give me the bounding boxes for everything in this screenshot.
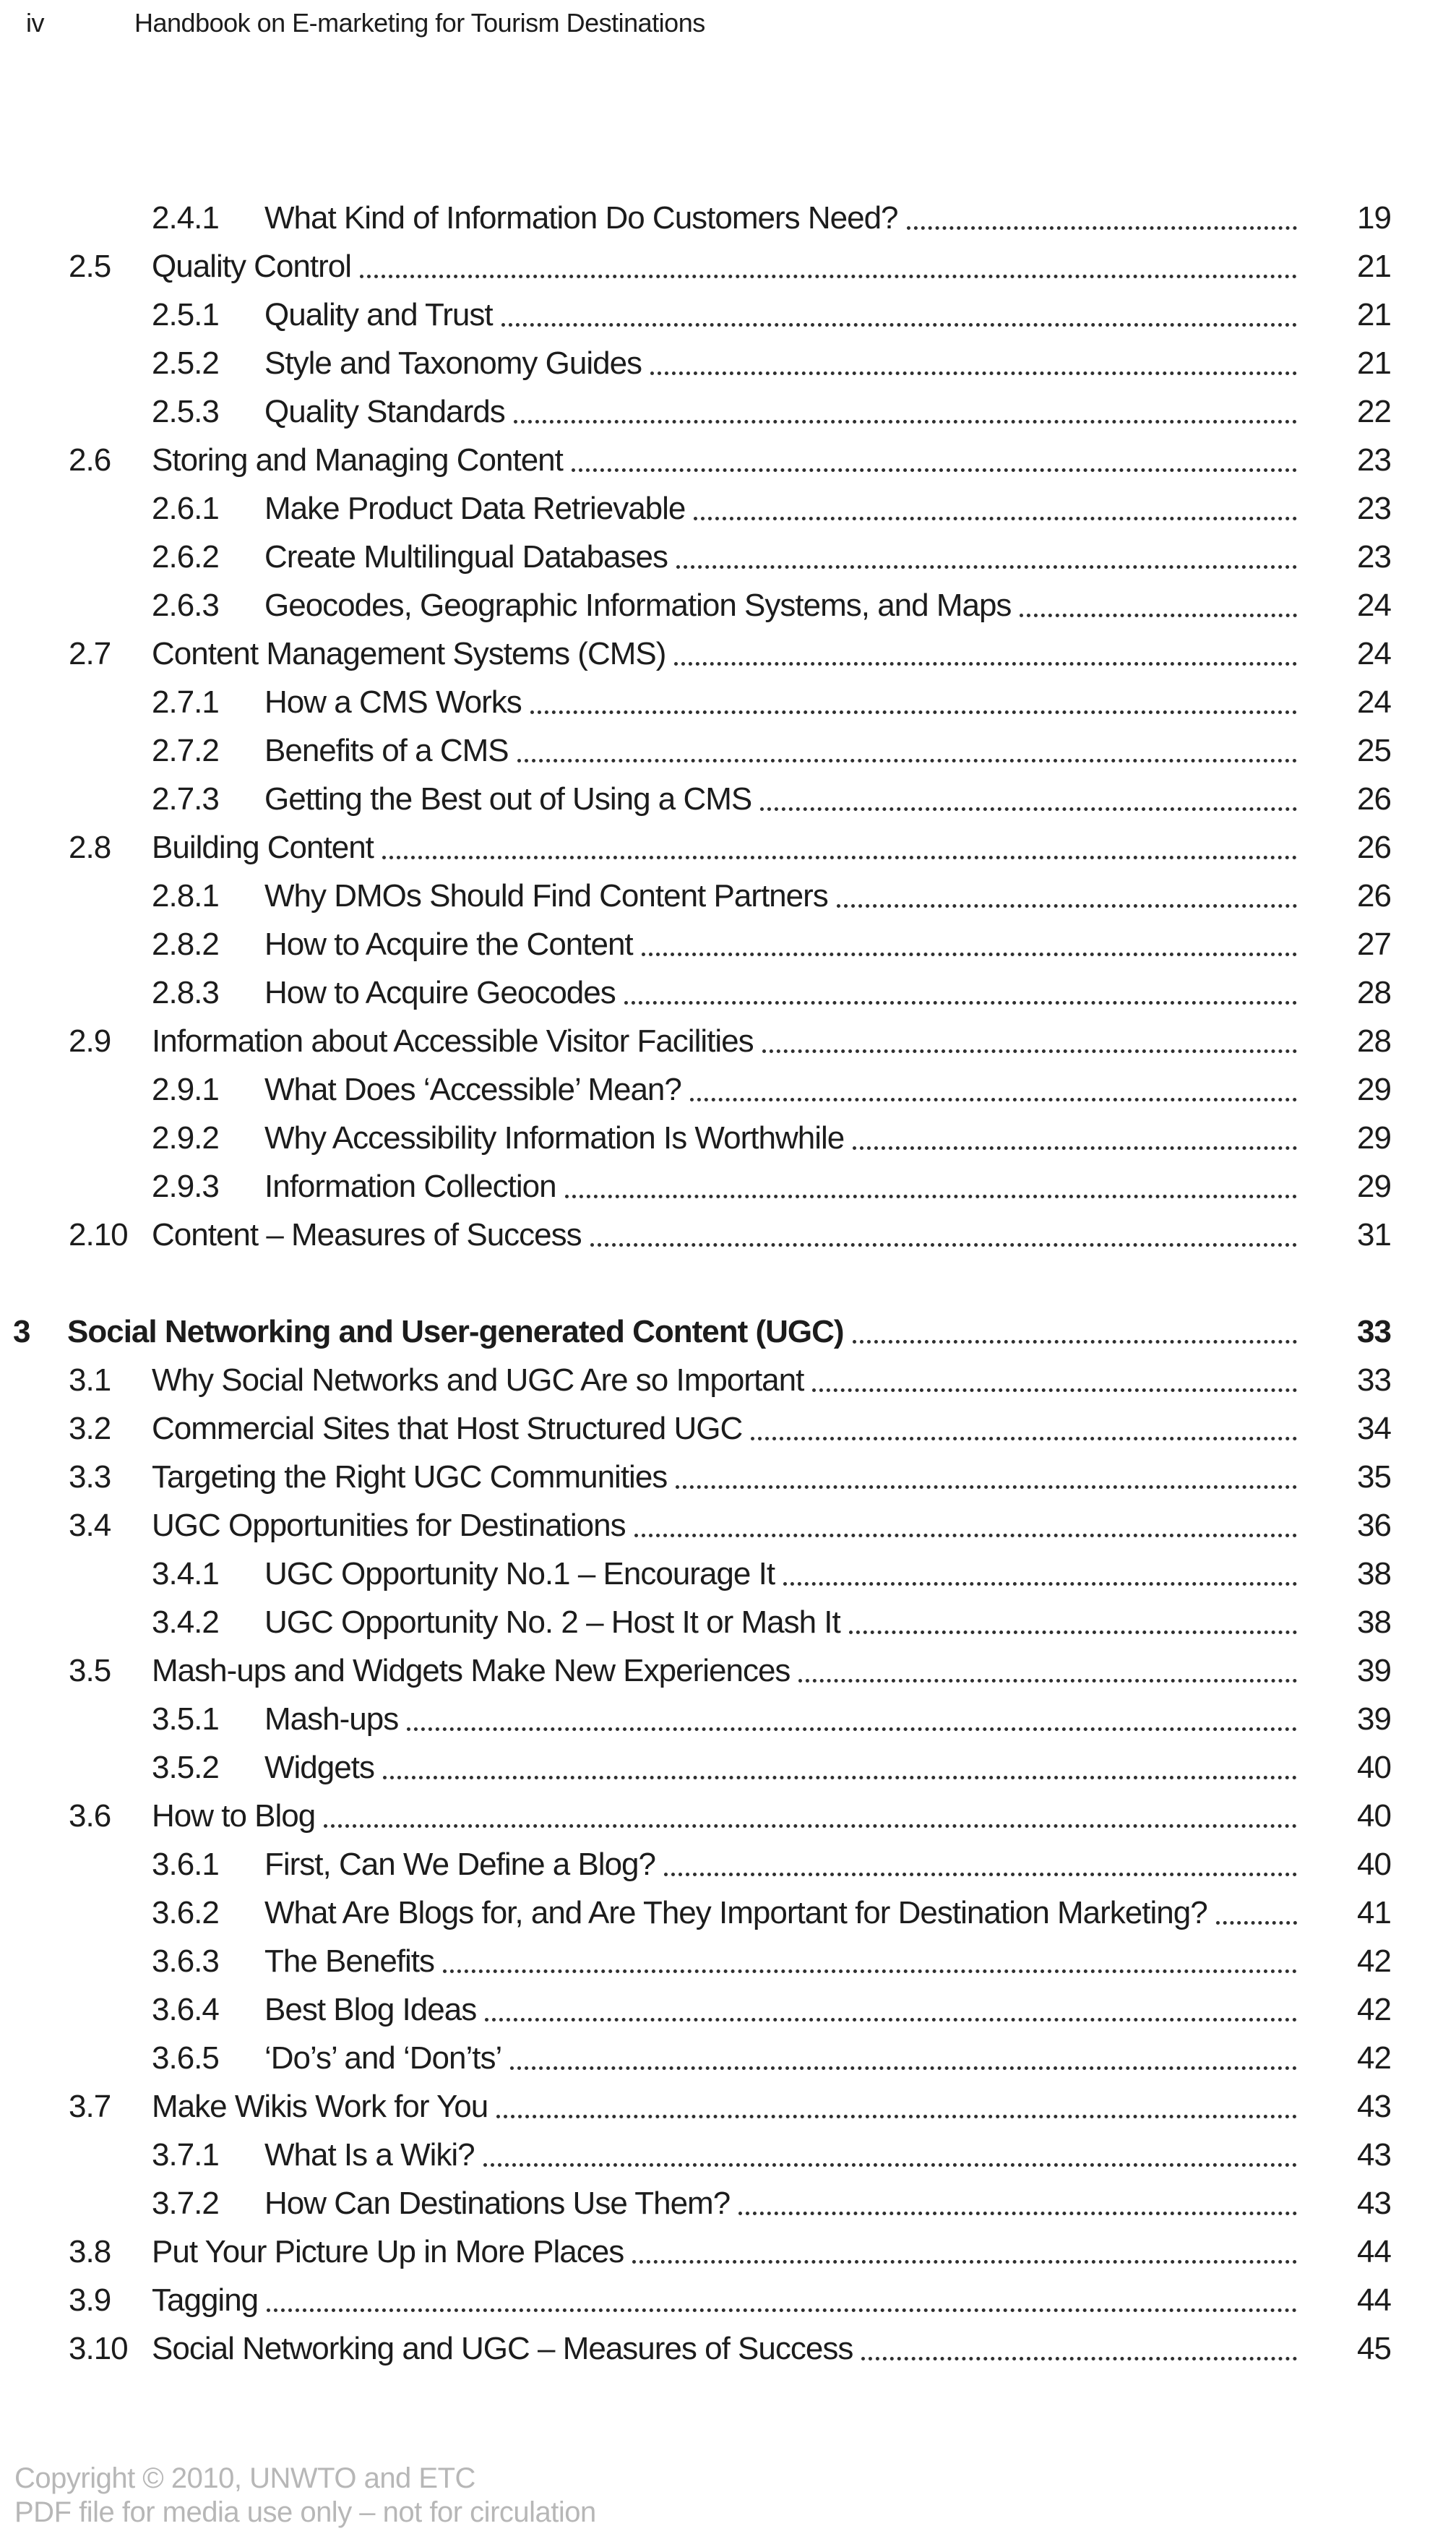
toc-entry-page: 38 [1357, 1604, 1391, 1640]
toc-dot-leader [751, 1437, 1297, 1440]
toc-entry-title: Make Wikis Work for You [152, 2089, 488, 2124]
toc-entry-number: 2.6 [69, 442, 111, 478]
toc-dot-leader [762, 1049, 1297, 1053]
toc-entry-page: 33 [1357, 1314, 1391, 1349]
toc-entry [0, 431, 1391, 480]
toc-entry-title: Social Networking and User-generated Content (UGC) [67, 1314, 844, 1349]
toc-dot-leader [676, 565, 1297, 569]
watermark-footer [14, 2462, 596, 2530]
toc-entry [0, 964, 1391, 1013]
toc-entry-page: 29 [1357, 1072, 1391, 1107]
copyright-line: Copyright © 2010, UNWTO and ETC [14, 2462, 475, 2494]
toc-entry-number: 3.6.1 [152, 1847, 219, 1882]
toc-entry [0, 1061, 1391, 1109]
toc-entry-page: 22 [1357, 394, 1391, 429]
toc-entry [0, 286, 1391, 335]
toc-entry-number: 3.4.2 [152, 1604, 219, 1640]
toc-entry [0, 1933, 1391, 1981]
toc-entry [0, 867, 1391, 916]
toc-entry-title: UGC Opportunity No. 2 – Host It or Mash It [264, 1604, 840, 1640]
toc-dot-leader [1216, 1921, 1297, 1925]
toc-entry [0, 1497, 1391, 1545]
toc-entry-title: Why Accessibility Information Is Worthwhile [264, 1120, 845, 1156]
toc-entry [0, 1836, 1391, 1884]
toc-entry-page: 23 [1357, 539, 1391, 575]
toc-entry [0, 1206, 1391, 1255]
toc-entry [0, 1013, 1391, 1061]
toc-entry [0, 1352, 1391, 1400]
toc-entry-page: 39 [1357, 1701, 1391, 1737]
toc-entry-number: 3.7.2 [152, 2186, 219, 2221]
toc-entry [0, 238, 1391, 286]
toc-dot-leader [760, 807, 1297, 811]
running-book-title: Handbook on E-marketing for Tourism Destinations [134, 8, 705, 38]
toc-entry-number: 2.6.3 [152, 588, 219, 623]
toc-dot-leader [483, 2163, 1297, 2167]
toc-entry-number: 2.8.1 [152, 878, 219, 914]
toc-entry-page: 34 [1357, 1411, 1391, 1446]
toc-entry-title: Make Product Data Retrievable [264, 491, 686, 526]
toc-entry [0, 2272, 1391, 2320]
toc-entry-title: Geocodes, Geographic Information Systems, and Maps [264, 588, 1012, 623]
toc-entry [0, 189, 1391, 238]
toc-entry-number: 3.6.3 [152, 1943, 219, 1979]
toc-entry-page: 25 [1357, 733, 1391, 768]
toc-dot-leader [861, 2357, 1297, 2360]
toc-entry [0, 2223, 1391, 2272]
toc-dot-leader [565, 1195, 1297, 1198]
toc-entry-title: Mash-ups [264, 1701, 399, 1737]
toc-entry-number: 2.9.1 [152, 1072, 219, 1107]
toc-entry [0, 722, 1391, 770]
toc-entry-number: 3.8 [69, 2234, 111, 2269]
toc-entry-number: 2.8.3 [152, 975, 219, 1010]
toc-entry-number: 2.6.1 [152, 491, 219, 526]
toc-entry-title: Building Content [152, 830, 374, 865]
toc-entry [0, 2126, 1391, 2175]
toc-entry [0, 916, 1391, 964]
toc-dot-leader [837, 904, 1297, 908]
toc-dot-leader [267, 2308, 1297, 2312]
toc-entry-title: Commercial Sites that Host Structured UGC [152, 1411, 743, 1446]
toc-entry [0, 770, 1391, 819]
toc-entry [0, 1448, 1391, 1497]
toc-entry-number: 2.9.3 [152, 1169, 219, 1204]
toc-entry-title: Mash-ups and Widgets Make New Experiences [152, 1653, 791, 1688]
toc-entry [0, 1739, 1391, 1787]
toc-entry-title: ‘Do’s’ and ‘Don’ts’ [264, 2040, 502, 2076]
toc-entry [0, 1787, 1391, 1836]
toc-entry-number: 2.5.2 [152, 345, 219, 381]
toc-entry-title: UGC Opportunities for Destinations [152, 1508, 626, 1543]
toc-entry-page: 36 [1357, 1508, 1391, 1543]
toc-dot-leader [812, 1388, 1297, 1392]
toc-entry-page: 21 [1357, 345, 1391, 381]
toc-entry [0, 383, 1391, 431]
toc-entry-page: 24 [1357, 588, 1391, 623]
toc-entry-title: Widgets [264, 1750, 374, 1785]
toc-entry-page: 43 [1357, 2089, 1391, 2124]
toc-entry-title: Targeting the Right UGC Communities [152, 1459, 668, 1495]
toc-dot-leader [1020, 614, 1297, 617]
toc-entry-number: 3.6.4 [152, 1992, 219, 2027]
toc-entry-number: 3.5.1 [152, 1701, 219, 1737]
toc-entry-title: Best Blog Ideas [264, 1992, 477, 2027]
toc-entry [0, 1303, 1391, 1352]
toc-entry-number: 2.8 [69, 830, 111, 865]
toc-dot-leader [590, 1243, 1297, 1247]
toc-dot-leader [694, 517, 1297, 520]
toc-dot-leader [624, 1001, 1297, 1005]
toc-entry-number: 3.5 [69, 1653, 111, 1688]
toc-entry [0, 1109, 1391, 1158]
toc-entry-title: How a CMS Works [264, 684, 522, 720]
toc-entry [0, 2175, 1391, 2223]
toc-dot-leader [738, 2212, 1297, 2215]
toc-entry-number: 2.7.2 [152, 733, 219, 768]
toc-dot-leader [798, 1679, 1297, 1683]
toc-dot-leader [360, 275, 1297, 278]
toc-entry-page: 45 [1357, 2331, 1391, 2366]
toc-entry-page: 28 [1357, 1023, 1391, 1059]
toc-entry-title: UGC Opportunity No.1 – Encourage It [264, 1556, 775, 1591]
toc-entry-number: 2.5.1 [152, 297, 219, 332]
toc-entry [0, 1884, 1391, 1933]
toc-entry-number: 2.10 [69, 1217, 128, 1253]
toc-entry-number: 3.4 [69, 1508, 111, 1543]
toc-entry [0, 1545, 1391, 1594]
toc-entry [0, 674, 1391, 722]
toc-dot-leader [674, 662, 1297, 666]
toc-entry-title: Create Multilingual Databases [264, 539, 668, 575]
toc-dot-leader [676, 1485, 1297, 1489]
toc-entry-title: Storing and Managing Content [152, 442, 563, 478]
toc-entry-title: How to Acquire the Content [264, 927, 633, 962]
toc-entry-number: 3.6.2 [152, 1895, 219, 1930]
toc-entry-number: 3.6 [69, 1798, 111, 1834]
toc-entry-title: Style and Taxonomy Guides [264, 345, 642, 381]
toc-dot-leader [664, 1873, 1297, 1876]
toc-entry-title: Quality and Trust [264, 297, 493, 332]
toc-entry-page: 27 [1357, 927, 1391, 962]
toc-dot-leader [849, 1631, 1297, 1634]
toc-entry-page: 35 [1357, 1459, 1391, 1495]
toc-entry [0, 577, 1391, 625]
toc-entry-number: 3.9 [69, 2282, 111, 2318]
toc-entry-title: The Benefits [264, 1943, 435, 1979]
toc-entry-page: 21 [1357, 297, 1391, 332]
toc-entry [0, 2078, 1391, 2126]
toc-dot-leader [690, 1098, 1297, 1101]
toc-entry [0, 2320, 1391, 2368]
page-number-label: iv [26, 8, 44, 38]
toc-dot-leader [324, 1824, 1297, 1828]
toc-entry-page: 43 [1357, 2137, 1391, 2173]
toc-dot-leader [501, 323, 1297, 327]
toc-entry-title: How Can Destinations Use Them? [264, 2186, 731, 2221]
toc-entry-page: 38 [1357, 1556, 1391, 1591]
toc-entry-number: 2.4.1 [152, 200, 219, 236]
toc-entry-title: What Does ‘Accessible’ Mean? [264, 1072, 681, 1107]
toc-dot-leader [650, 371, 1297, 375]
toc-entry-page: 21 [1357, 249, 1391, 284]
toc-entry-number: 2.7.3 [152, 781, 219, 817]
toc-entry-page: 43 [1357, 2186, 1391, 2221]
toc-entry-number: 2.5.3 [152, 394, 219, 429]
toc-entry-title: Why Social Networks and UGC Are so Important [152, 1362, 804, 1398]
toc-dot-leader [907, 226, 1297, 230]
toc-entry [0, 1981, 1391, 2029]
toc-entry-title: Information Collection [264, 1169, 556, 1204]
toc-entry-title: How to Acquire Geocodes [264, 975, 616, 1010]
toc-entry-page: 42 [1357, 2040, 1391, 2076]
toc-entry-number: 2.9.2 [152, 1120, 219, 1156]
toc-entry-page: 31 [1357, 1217, 1391, 1253]
toc-entry [0, 480, 1391, 528]
toc-entry-page: 24 [1357, 684, 1391, 720]
toc-entry-number: 2.8.2 [152, 927, 219, 962]
toc-entry-page: 26 [1357, 878, 1391, 914]
toc-dot-leader [517, 759, 1297, 762]
toc-entry-number: 3.4.1 [152, 1556, 219, 1591]
toc-entry [0, 1400, 1391, 1448]
toc-entry-page: 28 [1357, 975, 1391, 1010]
toc-entry-page: 42 [1357, 1992, 1391, 2027]
toc-entry-page: 19 [1357, 200, 1391, 236]
toc-entry-title: Quality Standards [264, 394, 505, 429]
toc-entry [0, 819, 1391, 867]
toc-entry-page: 29 [1357, 1169, 1391, 1204]
toc-dot-leader [382, 856, 1297, 859]
circulation-notice-line: PDF file for media use only – not for circulation [14, 2496, 596, 2528]
toc-dot-leader [572, 468, 1297, 472]
toc-entry-title: Tagging [152, 2282, 259, 2318]
toc-dot-leader [510, 2066, 1297, 2070]
toc-entry-number: 3.7 [69, 2089, 111, 2124]
toc-entry-number: 3.5.2 [152, 1750, 219, 1785]
toc-entry-page: 40 [1357, 1750, 1391, 1785]
toc-entry-number: 3.7.1 [152, 2137, 219, 2173]
toc-dot-leader [853, 1340, 1297, 1344]
toc-entry-number: 3.6.5 [152, 2040, 219, 2076]
toc-entry-page: 40 [1357, 1847, 1391, 1882]
toc-entry-page: 44 [1357, 2234, 1391, 2269]
toc-entry-number: 3 [13, 1314, 30, 1349]
toc-entry [0, 528, 1391, 577]
toc-entry [0, 2029, 1391, 2078]
toc-entry-page: 26 [1357, 781, 1391, 817]
toc-entry-page: 23 [1357, 491, 1391, 526]
toc-entry-page: 39 [1357, 1653, 1391, 1688]
toc-entry [0, 625, 1391, 674]
toc-entry-number: 2.5 [69, 249, 111, 284]
toc-entry-page: 44 [1357, 2282, 1391, 2318]
toc-entry-number: 2.6.2 [152, 539, 219, 575]
toc-dot-leader [496, 2115, 1297, 2118]
toc-entry-title: Content Management Systems (CMS) [152, 636, 666, 671]
toc-entry-number: 3.3 [69, 1459, 111, 1495]
toc-entry-title: Quality Control [152, 249, 352, 284]
toc-entry-number: 2.7 [69, 636, 111, 671]
toc-entry-title: What Kind of Information Do Customers Need? [264, 200, 898, 236]
toc-entry-page: 26 [1357, 830, 1391, 865]
toc-entry [0, 1642, 1391, 1690]
toc-entry-number: 3.2 [69, 1411, 111, 1446]
toc-entry-title: Benefits of a CMS [264, 733, 509, 768]
toc-dot-leader [530, 710, 1297, 714]
toc-entry-page: 29 [1357, 1120, 1391, 1156]
toc-entry-title: What Is a Wiki? [264, 2137, 475, 2173]
toc-dot-leader [383, 1776, 1297, 1779]
toc-dot-leader [514, 420, 1297, 424]
toc-dot-leader [485, 2018, 1297, 2022]
toc-entry-number: 2.7.1 [152, 684, 219, 720]
toc-entry [0, 1690, 1391, 1739]
toc-entry-title: What Are Blogs for, and Are They Important for Destination Marketing? [264, 1895, 1207, 1930]
toc-dot-leader [642, 953, 1297, 956]
toc-entry-number: 2.9 [69, 1023, 111, 1059]
toc-dot-leader [634, 1534, 1297, 1537]
toc-dot-leader [853, 1146, 1297, 1150]
toc-entry [0, 1158, 1391, 1206]
toc-entry-page: 23 [1357, 442, 1391, 478]
toc-entry-number: 3.10 [69, 2331, 128, 2366]
toc-entry [0, 1594, 1391, 1642]
toc-entry-page: 33 [1357, 1362, 1391, 1398]
toc-entry-title: Content – Measures of Success [152, 1217, 582, 1253]
toc-entry-page: 40 [1357, 1798, 1391, 1834]
toc-entry-title: Social Networking and UGC – Measures of Success [152, 2331, 853, 2366]
toc-dot-leader [632, 2260, 1297, 2264]
toc-entry [0, 335, 1391, 383]
toc-entry-title: Getting the Best out of Using a CMS [264, 781, 752, 817]
toc-dot-leader [443, 1969, 1297, 1973]
toc-entry-page: 24 [1357, 636, 1391, 671]
toc-entry-title: How to Blog [152, 1798, 316, 1834]
toc-dot-leader [783, 1582, 1297, 1586]
toc-entry-title: Why DMOs Should Find Content Partners [264, 878, 828, 914]
toc-entry-number: 3.1 [69, 1362, 111, 1398]
toc-entry-page: 41 [1357, 1895, 1391, 1930]
toc-entry-title: First, Can We Define a Blog? [264, 1847, 655, 1882]
toc-entry-title: Put Your Picture Up in More Places [152, 2234, 624, 2269]
toc-entry-page: 42 [1357, 1943, 1391, 1979]
toc-entry-title: Information about Accessible Visitor Facilities [152, 1023, 754, 1059]
toc-dot-leader [407, 1727, 1297, 1731]
